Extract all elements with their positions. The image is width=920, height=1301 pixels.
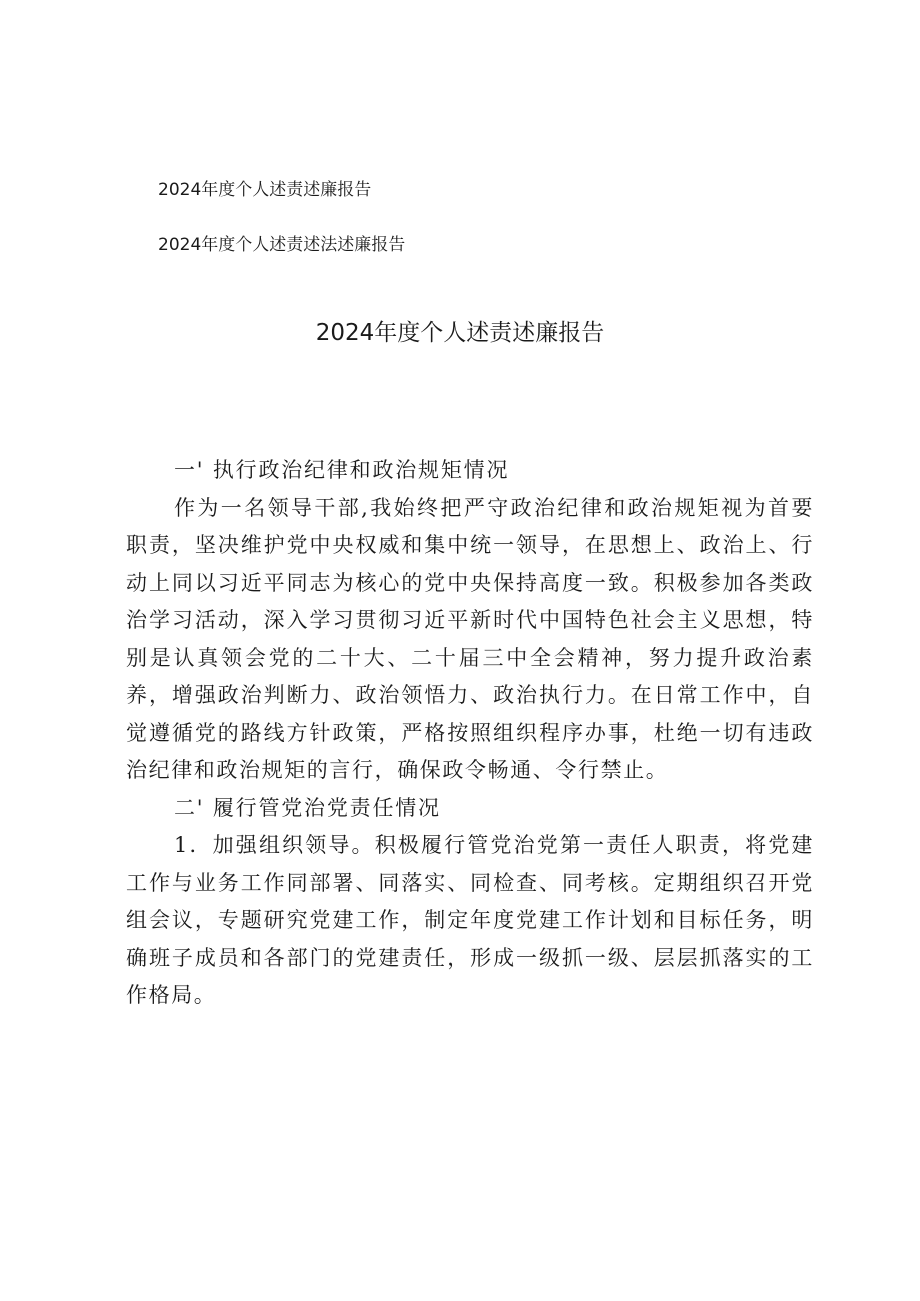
section-paragraph-2: 1．加强组织领导。积极履行管党治党第一责任人职责，将党建工作与业务工作同部署、同落实、同检查、同考核。定期组织召开党组会议，专题研究党建工作，制定年度党建工作计划和目标任务，明确班子成员和各部门的党建责任，形成一级抓一级、层层抓落实的工作格局。 — [126, 833, 814, 1007]
toc-entry-1: 2024年度个人述责述廉报告 — [158, 180, 372, 200]
section-heading-2: 二' 履行管党治党责任情况 — [174, 795, 441, 820]
document-body — [126, 452, 814, 1015]
section-heading-1: 一' 执行政治纪律和政治规矩情况 — [174, 458, 510, 482]
section-paragraph-1: 作为一名领导干部,我始终把严守政治纪律和政治规矩视为首要职责，坚决维护党中央权威和集中统一领导，在思想上、政治上、行动上同以习近平同志为核心的党中央保持高度一致。积极参加各类政治学习活动，深入学习贯彻习近平新时代中国特色社会主义思想，特别是认真领会党的二十大、二十届三中全会精神，努力提升政治素养，增强政治判断力、政治领悟力、政治执行力。在日常工作中，自觉遵循党的路线方针政策，严格按照组织程序办事，杜绝一切有违政治纪律和政治规矩的言行，确保政令畅通、令行禁止。 — [126, 495, 814, 782]
document-title: 2024年度个人述责述廉报告 — [315, 320, 605, 346]
toc-entry-2: 2024年度个人述责述法述廉报告 — [158, 235, 406, 255]
